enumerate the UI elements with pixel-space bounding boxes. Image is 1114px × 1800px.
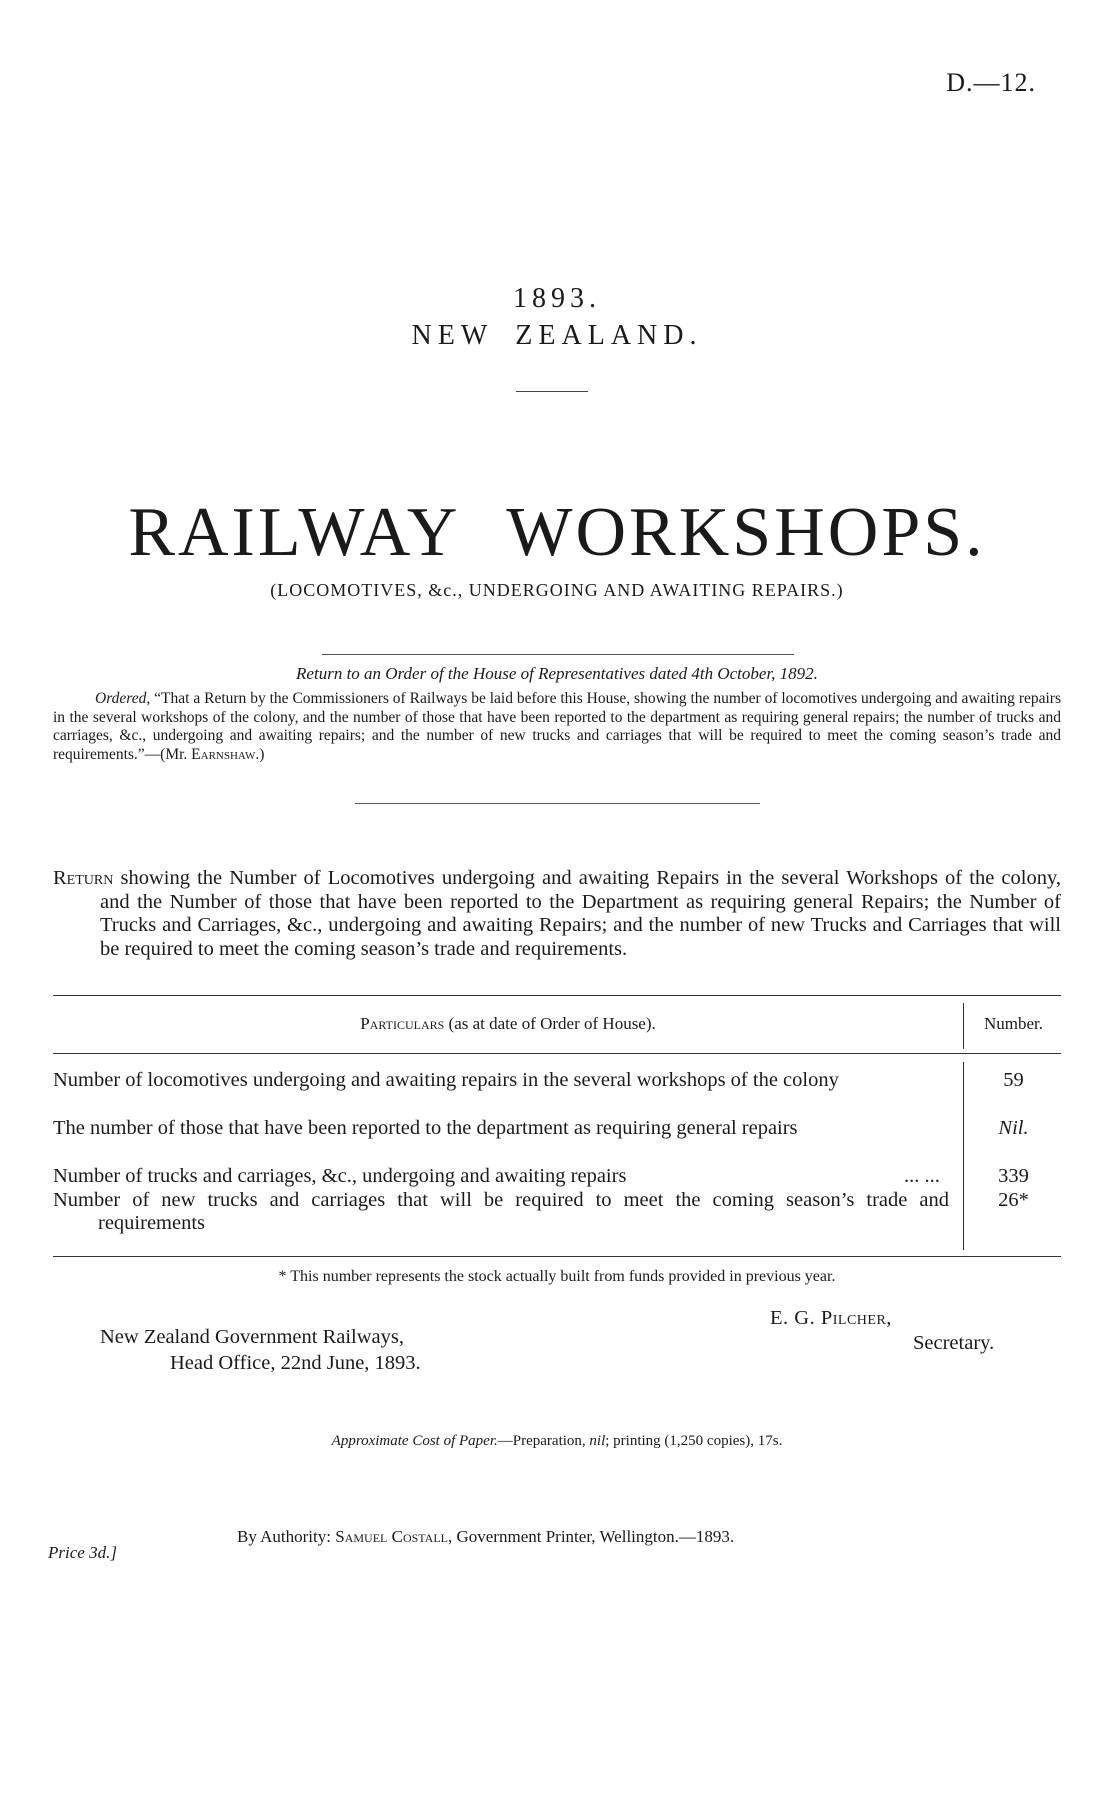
ordered-label: Ordered,	[95, 690, 151, 707]
return-order-line: Return to an Order of the House of Representatives dated 4th October, 1892.	[296, 664, 818, 683]
cost-line	[0, 1433, 1114, 1450]
table-row-label: Number of trucks and carriages, &c., undergoing and awaiting repairs ... ...	[53, 1165, 940, 1187]
signer-name: E. G. Pilcher,	[770, 1307, 892, 1329]
table-row-label: Number of locomotives undergoing and awaiting repairs in the several workshops of the colony	[53, 1069, 839, 1091]
return-lead: Return	[53, 867, 114, 889]
price-label: Price 3d.]	[48, 1543, 117, 1562]
title-word-workshops: WORKSHOPS.	[506, 494, 986, 571]
country-word-new: NEW	[411, 320, 494, 351]
header-particulars-sc: Particulars	[360, 1014, 445, 1033]
table-row-value: 59	[1003, 1069, 1024, 1091]
masthead-country	[0, 320, 1114, 352]
ordered-mover: Earnshaw	[191, 745, 256, 763]
table-header-number: Number.	[983, 1014, 1044, 1033]
ordered-end: .)	[255, 745, 265, 763]
page-subtitle: (LOCOMOTIVES, &c., UNDERGOING AND AWAITING REPAIRS.)	[270, 580, 844, 600]
cost-label: Approximate Cost of Paper.	[331, 1433, 498, 1449]
table-footnote: * This number represents the stock actually built from funds provided in previous year.	[278, 1268, 836, 1285]
order-top-divider	[322, 654, 794, 655]
masthead-year: 1893.	[513, 283, 601, 314]
office-line-1: New Zealand Government Railways,	[100, 1326, 404, 1348]
table-header-column-divider	[963, 1003, 964, 1049]
table-bottom-rule	[53, 1256, 1061, 1257]
table-row-label: The number of those that have been reported to the department as requiring general repairs	[53, 1117, 798, 1139]
table-body-column-divider	[963, 1062, 964, 1250]
cost-text-2: ; printing (1,250 copies), 17s.	[605, 1433, 783, 1449]
document-reference: D.—12.	[946, 68, 1036, 97]
printer-authority	[237, 1527, 734, 1547]
table-row-label: Number of new trucks and carriages that will be required to meet the coming season’s trade and requirements	[53, 1189, 949, 1234]
table-row-value: 339	[998, 1165, 1029, 1187]
page-title	[0, 494, 1114, 571]
masthead-divider	[516, 391, 588, 392]
signer-title: Secretary.	[913, 1332, 995, 1354]
country-word-zealand: ZEALAND.	[515, 320, 703, 351]
table-top-rule	[53, 995, 1061, 996]
table-row-text: Number of trucks and carriages, &c., undergoing and awaiting repairs	[53, 1165, 627, 1187]
table-row-value: Nil.	[998, 1117, 1029, 1139]
table-header-rule	[53, 1053, 1061, 1054]
title-word-railway: RAILWAY	[128, 494, 461, 571]
authority-prefix: By Authority:	[237, 1527, 331, 1546]
ordered-text: “That a Return by the Commissioners of Railways be laid before this House, showing the number of locomotives undergoing and awaiting repairs in the several workshops of the colony, and the number of those that have been reported to the department as requiring general repairs; the number of trucks and carriages, &c., undergoing and awaiting repairs; and the number of new trucks and carriages that will be required to meet the coming season’s trade and requirements.”—(Mr.	[53, 690, 1061, 763]
header-particulars-rest: (as at date of Order of House).	[448, 1014, 656, 1033]
authority-suffix: , Government Printer, Wellington.—1893.	[447, 1527, 735, 1546]
table-row-value: 26*	[998, 1189, 1029, 1211]
printer-name: Samuel Costall	[335, 1527, 448, 1546]
order-bottom-divider	[355, 803, 760, 804]
cost-nil: nil	[589, 1433, 606, 1449]
cost-text-1: —Preparation,	[497, 1433, 586, 1449]
return-text: showing the Number of Locomotives undergoing and awaiting Repairs in the several Workshops of the colony, and the Number of those that have been reported to the Department as requiring general Repairs; the Number of Trucks and Carriages, &c., undergoing and awaiting Repairs; and the number of new Trucks and Carriages that will be required to meet the coming season’s trade and requirements.	[100, 867, 1062, 960]
return-paragraph	[53, 867, 1061, 961]
table-header-particulars	[53, 1014, 963, 1034]
ordered-paragraph	[53, 690, 1061, 764]
office-line-2: Head Office, 22nd June, 1893.	[170, 1352, 421, 1374]
